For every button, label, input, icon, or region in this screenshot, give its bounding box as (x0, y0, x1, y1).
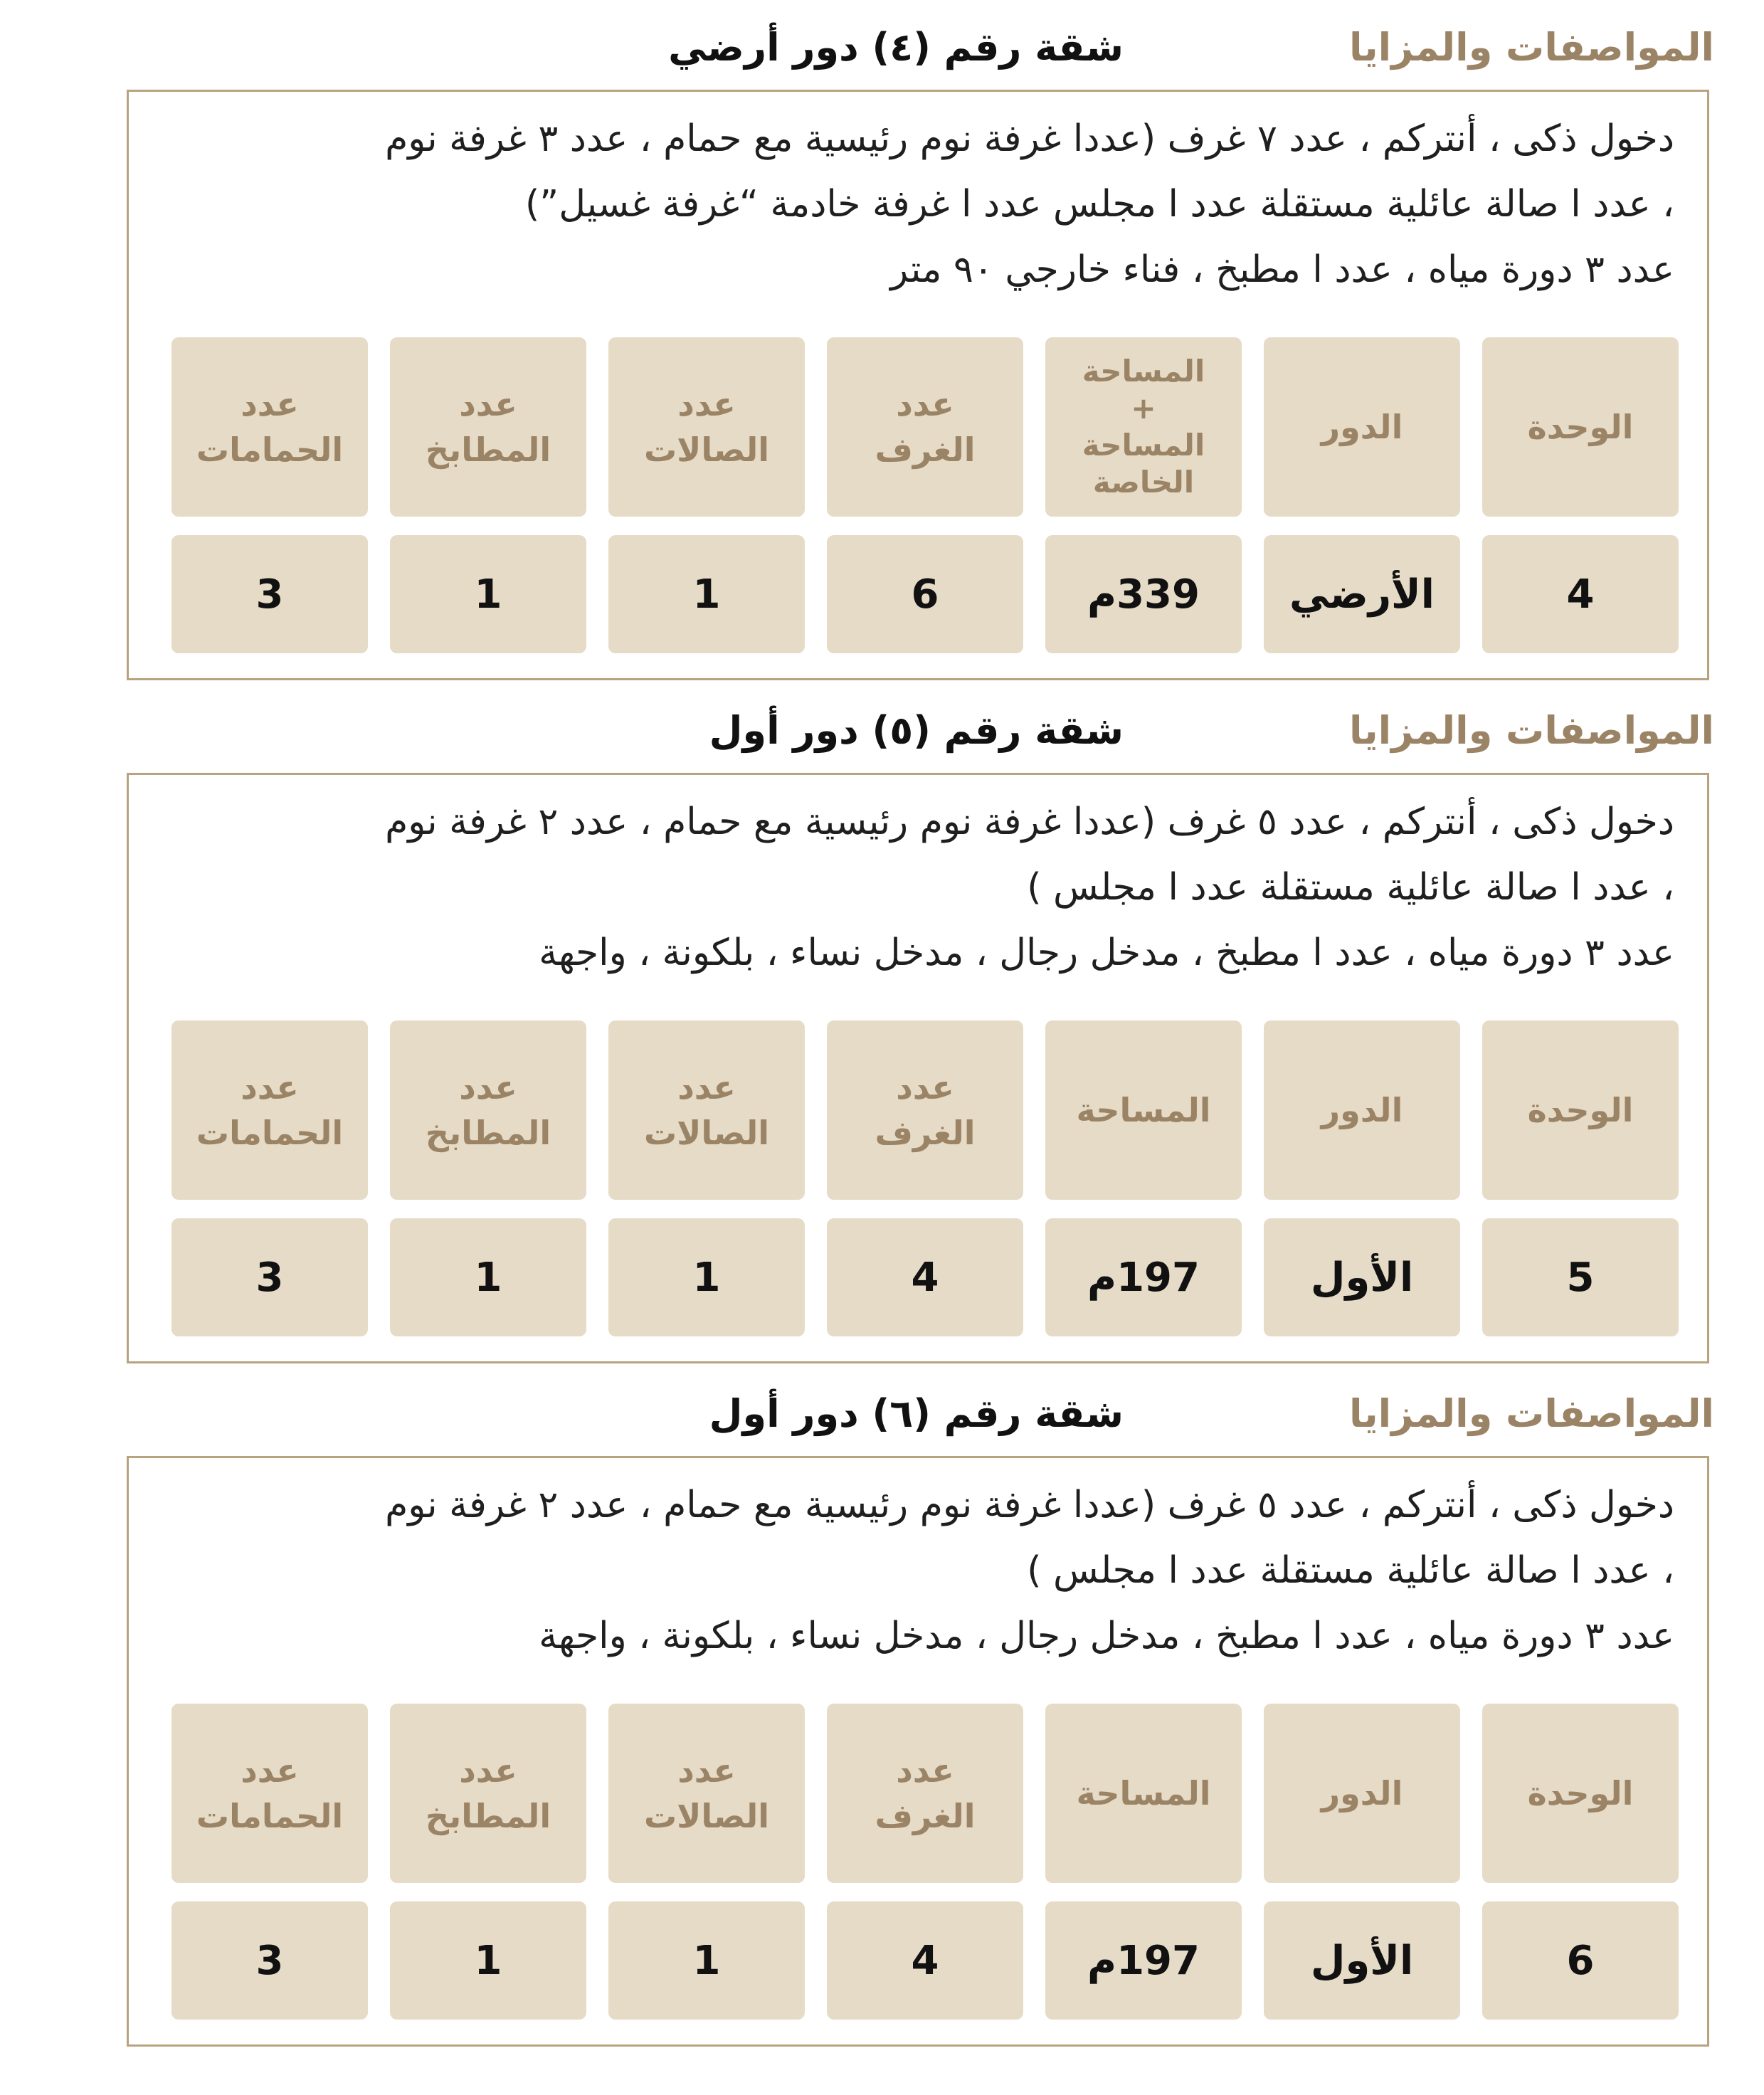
value-unit: 5 (1482, 1218, 1679, 1336)
value-area: 197م (1045, 1218, 1242, 1336)
header-kitchens: عدد المطابخ (390, 337, 586, 517)
header-area: المساحة (1045, 1020, 1242, 1200)
header-kitchens: عدد المطابخ (390, 1704, 586, 1883)
header-halls: عدد الصالات (608, 1020, 805, 1200)
header-area: المساحة (1045, 1704, 1242, 1883)
unit-panel (127, 1456, 1709, 2047)
description-line: عدد ٣ دورة مياه ، عدد ا مطبخ ، فناء خارجي ٩٠ متر (890, 248, 1674, 291)
unit-panel (127, 90, 1709, 680)
value-kitchens: 1 (390, 1901, 586, 2020)
unit-title: شقة رقم (٦) دور أول (709, 1391, 1124, 1436)
header-halls: عدد الصالات (608, 337, 805, 517)
spec-table (171, 1704, 1680, 2017)
header-unit: الوحدة (1482, 337, 1679, 517)
value-kitchens: 1 (390, 1218, 586, 1336)
value-area: 339م (1045, 535, 1242, 653)
value-unit: 6 (1482, 1901, 1679, 2020)
header-bathrooms: عدد الحمامات (171, 1704, 368, 1883)
unit-panel (127, 773, 1709, 1363)
section-label: المواصفات والمزايا (1349, 1391, 1714, 1436)
section-label: المواصفات والمزايا (1349, 708, 1714, 753)
header-halls: عدد الصالات (608, 1704, 805, 1883)
description-line: دخول ذكى ، أنتركم ، عدد ٧ غرف (عددا غرفة نوم رئيسية مع حمام ، عدد ٣ غرفة نوم (385, 117, 1674, 160)
header-floor: الدور (1264, 1704, 1460, 1883)
description (180, 789, 1674, 986)
value-floor: الأول (1264, 1901, 1460, 2020)
description (180, 106, 1674, 302)
value-halls: 1 (608, 1218, 805, 1336)
value-floor: الأول (1264, 1218, 1460, 1336)
value-unit: 4 (1482, 535, 1679, 653)
value-floor: الأرضي (1264, 535, 1460, 653)
value-halls: 1 (608, 535, 805, 653)
header-rooms: عدد الغرف (827, 337, 1023, 517)
value-halls: 1 (608, 1901, 805, 2020)
spec-table (171, 1020, 1680, 1334)
header-bathrooms: عدد الحمامات (171, 1020, 368, 1200)
value-rooms: 4 (827, 1901, 1023, 2020)
header-area: المساحة + المساحة الخاصة (1045, 337, 1242, 517)
unit-section-4 (0, 0, 1764, 655)
description-line: ، عدد ا صالة عائلية مستقلة عدد ا مجلس ) (1027, 866, 1674, 909)
description-line: دخول ذكى ، أنتركم ، عدد ٥ غرف (عددا غرفة نوم رئيسية مع حمام ، عدد ٢ غرفة نوم (385, 801, 1674, 843)
value-rooms: 6 (827, 535, 1023, 653)
description-line: عدد ٣ دورة مياه ، عدد ا مطبخ ، مدخل رجال ، مدخل نساء ، بلكونة ، واجهة (539, 932, 1674, 974)
value-bathrooms: 3 (171, 1218, 368, 1336)
description-line: ، عدد ا صالة عائلية مستقلة عدد ا مجلس عدد ا غرفة خادمة “غرفة غسيل”) (524, 183, 1674, 226)
unit-section-5 (0, 683, 1764, 1338)
description (180, 1472, 1674, 1669)
unit-section-6 (0, 1366, 1764, 2021)
section-label: المواصفات والمزايا (1349, 25, 1714, 70)
description-line: ، عدد ا صالة عائلية مستقلة عدد ا مجلس ) (1027, 1549, 1674, 1592)
value-area: 197م (1045, 1901, 1242, 2020)
header-unit: الوحدة (1482, 1020, 1679, 1200)
description-line: عدد ٣ دورة مياه ، عدد ا مطبخ ، مدخل رجال ، مدخل نساء ، بلكونة ، واجهة (539, 1615, 1674, 1657)
value-rooms: 4 (827, 1218, 1023, 1336)
header-floor: الدور (1264, 337, 1460, 517)
description-line: دخول ذكى ، أنتركم ، عدد ٥ غرف (عددا غرفة نوم رئيسية مع حمام ، عدد ٢ غرفة نوم (385, 1484, 1674, 1526)
spec-table (171, 337, 1680, 650)
unit-title: شقة رقم (٤) دور أرضي (668, 25, 1124, 70)
header-rooms: عدد الغرف (827, 1020, 1023, 1200)
value-kitchens: 1 (390, 535, 586, 653)
value-bathrooms: 3 (171, 1901, 368, 2020)
unit-title: شقة رقم (٥) دور أول (709, 708, 1124, 753)
header-bathrooms: عدد الحمامات (171, 337, 368, 517)
value-bathrooms: 3 (171, 535, 368, 653)
header-rooms: عدد الغرف (827, 1704, 1023, 1883)
header-floor: الدور (1264, 1020, 1460, 1200)
header-unit: الوحدة (1482, 1704, 1679, 1883)
header-kitchens: عدد المطابخ (390, 1020, 586, 1200)
